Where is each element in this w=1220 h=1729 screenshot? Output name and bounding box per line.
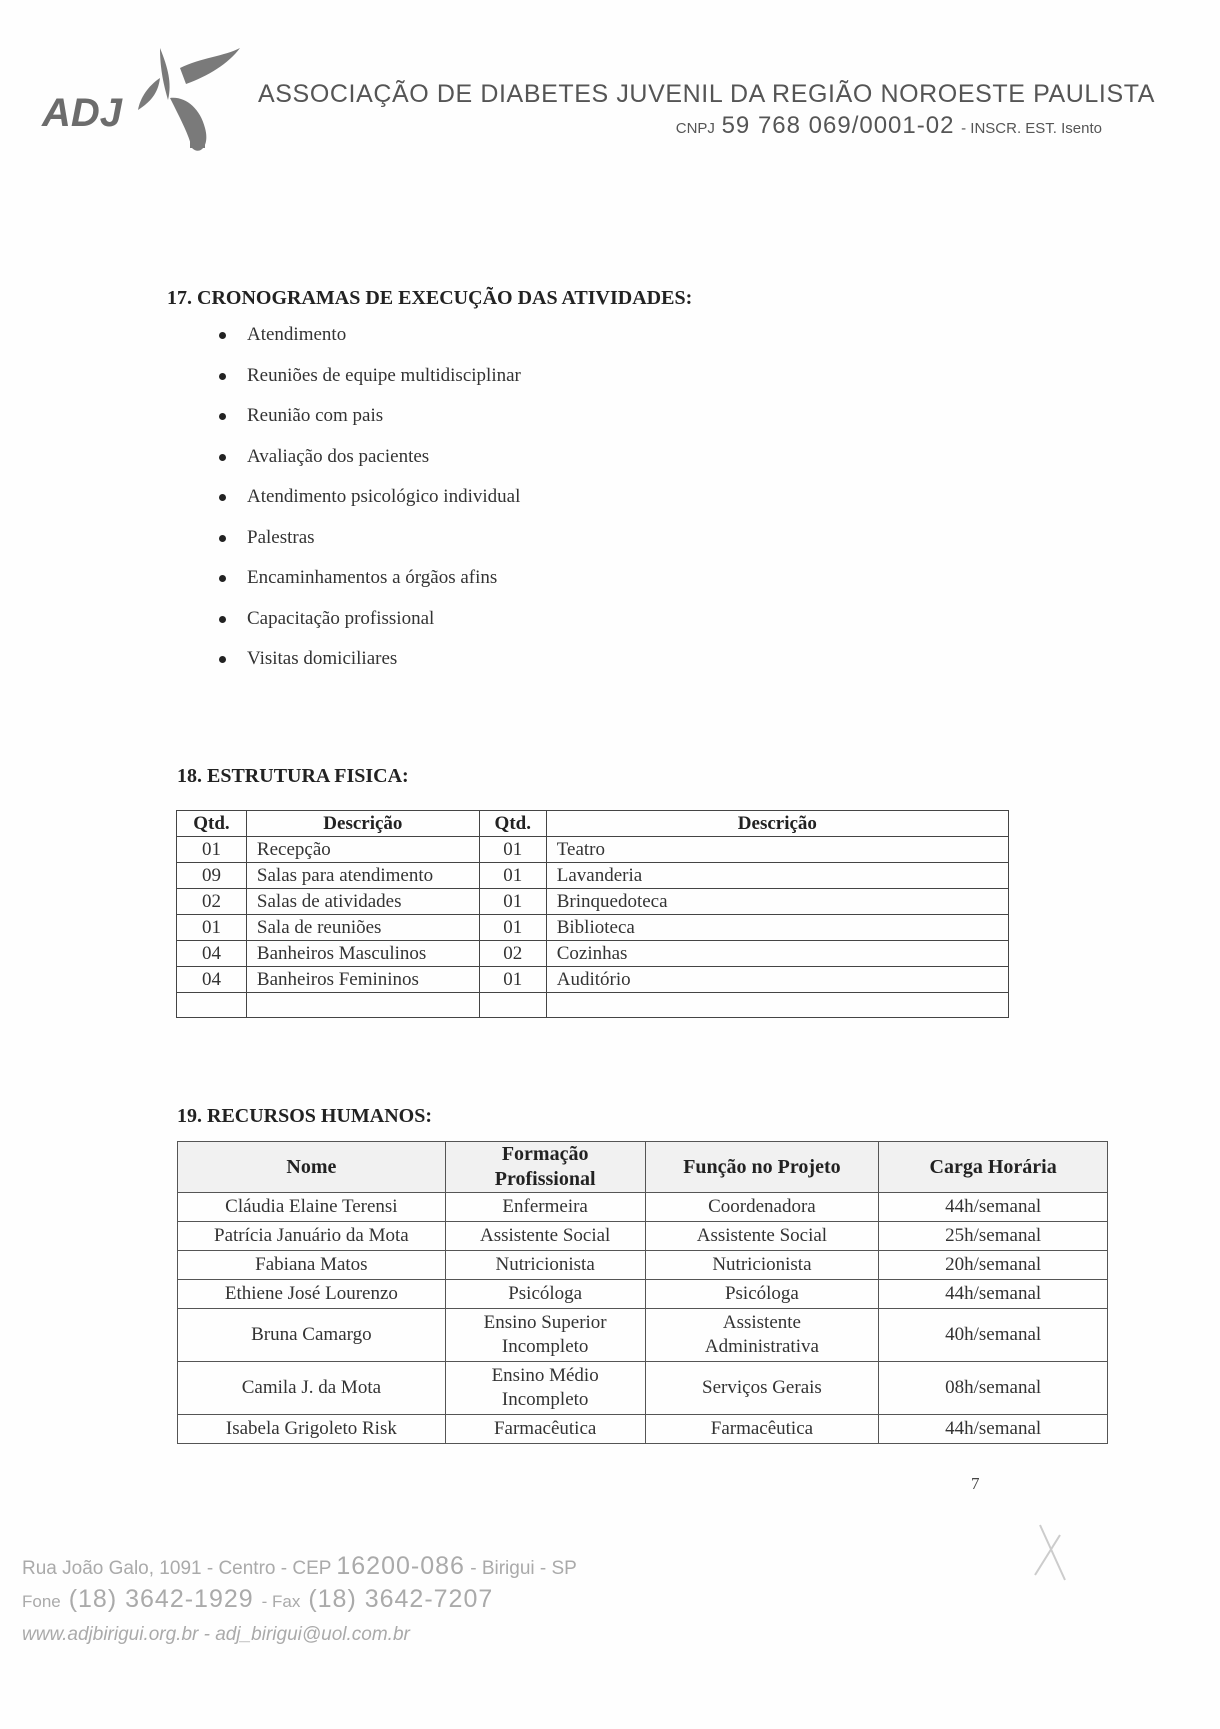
svg-text:ADJ: ADJ	[42, 91, 123, 135]
bullet-icon	[219, 535, 226, 542]
description-cell: Recepção	[246, 837, 479, 863]
description-cell: Salas de atividades	[246, 889, 479, 915]
role-line2: Administrativa	[704, 1336, 819, 1357]
description-cell: Banheiros Masculinos	[246, 941, 479, 967]
list-item	[215, 523, 521, 564]
bullet-icon	[219, 575, 226, 582]
column-header-qty: Qtd.	[177, 811, 247, 837]
table-header-row	[178, 1142, 1108, 1193]
description-cell: Auditório	[546, 967, 1008, 993]
column-header-qty: Qtd.	[479, 811, 546, 837]
role-cell: Nutricionista	[645, 1251, 879, 1280]
bullet-icon	[219, 454, 226, 461]
footer-fax-label: - Fax	[261, 1592, 301, 1611]
qty-cell: 01	[177, 915, 247, 941]
description-cell: Biblioteca	[546, 915, 1008, 941]
table-row	[177, 941, 1009, 967]
inscr-label: - INSCR. EST. Isento	[961, 120, 1102, 137]
role-cell: Serviços Gerais	[645, 1362, 879, 1415]
column-header-training-line1: Formação	[501, 1143, 589, 1165]
column-header-name: Nome	[178, 1142, 446, 1193]
training-line2: Incompleto	[501, 1336, 589, 1357]
description-cell: Cozinhas	[546, 941, 1008, 967]
qty-cell: 01	[479, 889, 546, 915]
footer-phone-line	[22, 1585, 493, 1614]
adj-logo	[40, 38, 250, 158]
name-cell: Ethiene José Lourenzo	[178, 1280, 446, 1309]
description-cell: Banheiros Femininos	[246, 967, 479, 993]
bullet-icon	[219, 494, 226, 501]
handwritten-mark	[1030, 1505, 1070, 1585]
list-item-label: Reuniões de equipe multidisciplinar	[247, 364, 521, 386]
description-cell: Salas para atendimento	[246, 863, 479, 889]
footer-fax: (18) 3642-7207	[308, 1585, 494, 1613]
table-row	[178, 1415, 1108, 1444]
table-row	[178, 1251, 1108, 1280]
column-header-role: Função no Projeto	[645, 1142, 879, 1193]
training-line1: Ensino Superior	[483, 1312, 607, 1333]
workload-cell: 44h/semanal	[879, 1415, 1108, 1444]
column-header-description: Descrição	[246, 811, 479, 837]
table-row	[178, 1362, 1108, 1415]
table-row	[178, 1193, 1108, 1222]
qty-cell: 01	[479, 967, 546, 993]
name-cell: Bruna Camargo	[178, 1309, 446, 1362]
list-item	[215, 320, 521, 361]
table-row	[177, 889, 1009, 915]
section-19-title: 19. RECURSOS HUMANOS:	[177, 1105, 433, 1127]
role-cell: Psicóloga	[645, 1280, 879, 1309]
workload-cell: 25h/semanal	[879, 1222, 1108, 1251]
list-item	[215, 482, 521, 523]
list-item	[215, 563, 521, 604]
footer-web: www.adjbirigui.org.br - adj_birigui@uol.com.br	[22, 1624, 410, 1645]
qty-cell: 04	[177, 967, 247, 993]
qty-cell: 01	[479, 863, 546, 889]
workload-cell: 40h/semanal	[879, 1309, 1108, 1362]
table-row	[177, 837, 1009, 863]
list-item-label: Avaliação dos pacientes	[247, 445, 430, 467]
workload-cell: 44h/semanal	[879, 1193, 1108, 1222]
bullet-icon	[219, 616, 226, 623]
list-item-label: Capacitação profissional	[247, 607, 435, 629]
training-cell: Psicóloga	[445, 1280, 645, 1309]
name-cell: Cláudia Elaine Terensi	[178, 1193, 446, 1222]
section-17-title: 17. CRONOGRAMAS DE EXECUÇÃO DAS ATIVIDADES:	[167, 287, 693, 309]
list-item	[215, 644, 521, 685]
column-header-training-line2: Profissional	[494, 1168, 596, 1190]
qty-cell: 01	[479, 837, 546, 863]
footer-cep: 16200-086	[336, 1552, 465, 1580]
cnpj-line	[676, 112, 1102, 140]
role-cell: Farmacêutica	[645, 1415, 879, 1444]
workload-cell: 20h/semanal	[879, 1251, 1108, 1280]
table-header-row	[177, 811, 1009, 837]
cnpj-number: 59 768 069/0001-02	[721, 112, 955, 139]
footer-city: - Birigui - SP	[470, 1558, 577, 1579]
qty-cell: 02	[177, 889, 247, 915]
training-cell: Nutricionista	[445, 1251, 645, 1280]
name-cell: Isabela Grigoleto Risk	[178, 1415, 446, 1444]
list-item	[215, 401, 521, 442]
training-cell: Enfermeira	[445, 1193, 645, 1222]
list-item	[215, 604, 521, 645]
training-cell: Farmacêutica	[445, 1415, 645, 1444]
column-header-training	[445, 1142, 645, 1193]
description-cell: Teatro	[546, 837, 1008, 863]
name-cell: Fabiana Matos	[178, 1251, 446, 1280]
qty-cell: 04	[177, 941, 247, 967]
qty-cell: 01	[479, 915, 546, 941]
workload-cell: 08h/semanal	[879, 1362, 1108, 1415]
name-cell: Camila J. da Mota	[178, 1362, 446, 1415]
bullet-icon	[219, 656, 226, 663]
role-line1: Assistente	[722, 1312, 801, 1333]
training-line2: Incompleto	[501, 1389, 589, 1410]
human-resources-table	[177, 1141, 1108, 1444]
qty-cell: 02	[479, 941, 546, 967]
table-row	[177, 967, 1009, 993]
training-cell: Assistente Social	[445, 1222, 645, 1251]
training-cell	[445, 1309, 645, 1362]
name-cell: Patrícia Januário da Mota	[178, 1222, 446, 1251]
empty-cell	[479, 993, 546, 1018]
section-18-title: 18. ESTRUTURA FISICA:	[177, 765, 409, 787]
empty-cell	[177, 993, 247, 1018]
footer-address: Rua João Galo, 1091 - Centro - CEP	[22, 1558, 332, 1579]
role-cell: Assistente Social	[645, 1222, 879, 1251]
empty-cell	[246, 993, 479, 1018]
activities-list	[215, 320, 521, 685]
table-row	[178, 1222, 1108, 1251]
organization-name: ASSOCIAÇÃO DE DIABETES JUVENIL DA REGIÃO NOROESTE PAULISTA	[258, 80, 1156, 108]
list-item-label: Reunião com pais	[247, 405, 384, 426]
table-row	[177, 915, 1009, 941]
qty-cell: 09	[177, 863, 247, 889]
training-line1: Ensino Médio	[491, 1365, 599, 1386]
list-item	[215, 442, 521, 483]
physical-structure-table	[176, 810, 1009, 1018]
list-item	[215, 361, 521, 402]
footer-phone: (18) 3642-1929	[68, 1585, 254, 1613]
table-row	[177, 863, 1009, 889]
qty-cell: 01	[177, 837, 247, 863]
list-item-label: Palestras	[247, 526, 315, 548]
column-header-workload: Carga Horária	[879, 1142, 1108, 1193]
table-row-empty	[177, 993, 1009, 1018]
role-cell: Coordenadora	[645, 1193, 879, 1222]
description-cell: Sala de reuniões	[246, 915, 479, 941]
training-cell	[445, 1362, 645, 1415]
empty-cell	[546, 993, 1008, 1018]
table-row	[178, 1309, 1108, 1362]
workload-cell: 44h/semanal	[879, 1280, 1108, 1309]
column-header-description: Descrição	[546, 811, 1008, 837]
footer-phone-label: Fone	[22, 1592, 61, 1611]
bullet-icon	[219, 373, 226, 380]
list-item-label: Encaminhamentos a órgãos afins	[247, 567, 498, 588]
table-row	[178, 1280, 1108, 1309]
cnpj-label: CNPJ	[675, 120, 715, 137]
list-item-label: Atendimento	[247, 324, 347, 345]
description-cell: Lavanderia	[546, 863, 1008, 889]
role-cell	[645, 1309, 879, 1362]
list-item-label: Visitas domiciliares	[247, 648, 398, 669]
list-item-label: Atendimento psicológico individual	[247, 486, 521, 507]
bullet-icon	[219, 413, 226, 420]
footer-address-line	[22, 1552, 577, 1581]
page-number: 7	[971, 1474, 980, 1493]
bullet-icon	[219, 332, 226, 339]
description-cell: Brinquedoteca	[546, 889, 1008, 915]
